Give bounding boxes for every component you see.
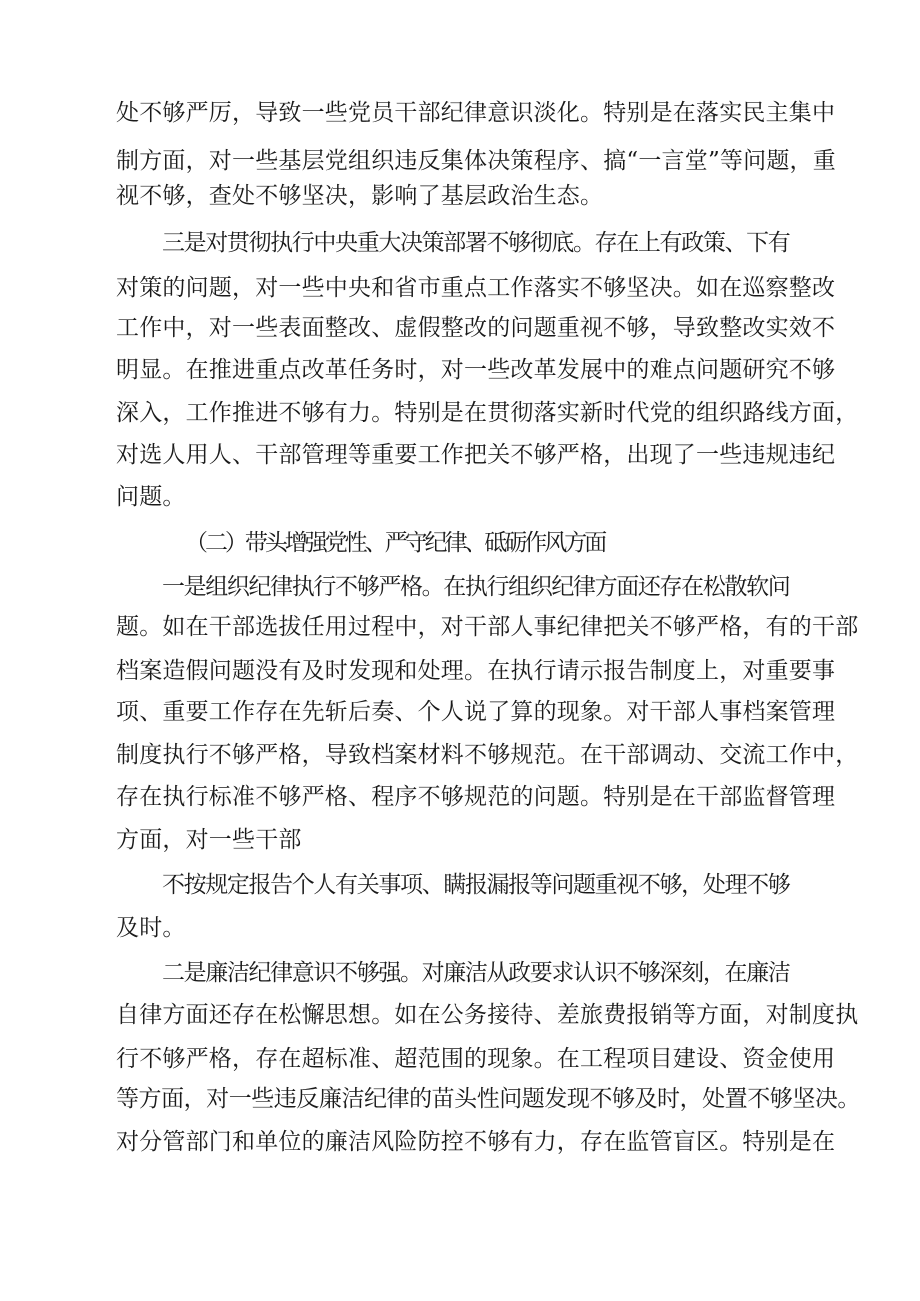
text-line: 工作中，对一些表面整改、虚假整改的问题重视不够，导致整改实效不 — [116, 315, 836, 341]
text-line: 档案造假问题没有及时发现和处理。在执行请示报告制度上，对重要事 — [116, 658, 836, 684]
text-line: 等方面，对一些违反廉洁纪律的苗头性问题发现不够及时，处置不够坚决。 — [116, 1086, 860, 1112]
text-line: 存在执行标准不够严格、程序不够规范的问题。特别是在干部监督管理 — [116, 784, 836, 810]
text-line: 行不够严格，存在超标准、超范围的现象。在工程项目建设、资金使用 — [116, 1046, 836, 1072]
text-line: 处不够严厉，导致一些党员干部纪律意识淡化。特别是在落实民主集中 — [116, 100, 836, 126]
text-line: 制方面，对一些基层党组织违反集体决策程序、搞“一言堂”等问题，重 — [116, 148, 836, 174]
text-line: 对策的问题，对一些中央和省市重点工作落实不够坚决。如在巡察整改 — [116, 275, 836, 301]
text-line: 自律方面还存在松懈思想。如在公务接待、差旅费报销等方面，对制度执 — [116, 1002, 859, 1028]
text-line: 问题。 — [116, 484, 186, 510]
text-line: 对选人用人、干部管理等重要工作把关不够严格，出现了一些违规违纪 — [116, 442, 836, 468]
text-line: 题。如在干部选拔任用过程中，对干部人事纪律把关不够严格，有的干部 — [116, 614, 859, 640]
section-heading: （二）带头增强党性、严守纪律、砥砺作风方面 — [185, 530, 605, 556]
paragraph-start-line: 不按规定报告个人有关事项、瞒报漏报等问题重视不够，处理不够 — [162, 872, 790, 898]
text-line: 项、重要工作存在先斩后奏、个人说了算的现象。对干部人事档案管理 — [116, 699, 836, 725]
text-line: 制度执行不够严格，导致档案材料不够规范。在干部调动、交流工作中， — [116, 742, 859, 768]
text-line: 明显。在推进重点改革任务时，对一些改革发展中的难点问题研究不够 — [116, 357, 836, 383]
paragraph-start-line: 一是组织纪律执行不够严格。在执行组织纪律方面还存在松散软问 — [162, 574, 790, 600]
text-line: 及时。 — [116, 915, 186, 941]
paragraph-start-line: 二是廉洁纪律意识不够强。对廉洁从政要求认识不够深刻，在廉洁 — [162, 960, 790, 986]
text-line: 视不够，查处不够坚决，影响了基层政治生态。 — [116, 183, 604, 209]
text-line: 深入，工作推进不够有力。特别是在贯彻落实新时代党的组织路线方面， — [116, 400, 859, 426]
paragraph-start-line: 三是对贯彻执行中央重大决策部署不够彻底。存在上有政策、下有 — [162, 230, 790, 256]
text-line: 方面，对一些干部 — [116, 827, 302, 853]
text-line: 对分管部门和单位的廉洁风险防控不够有力，存在监管盲区。特别是在 — [116, 1129, 836, 1155]
